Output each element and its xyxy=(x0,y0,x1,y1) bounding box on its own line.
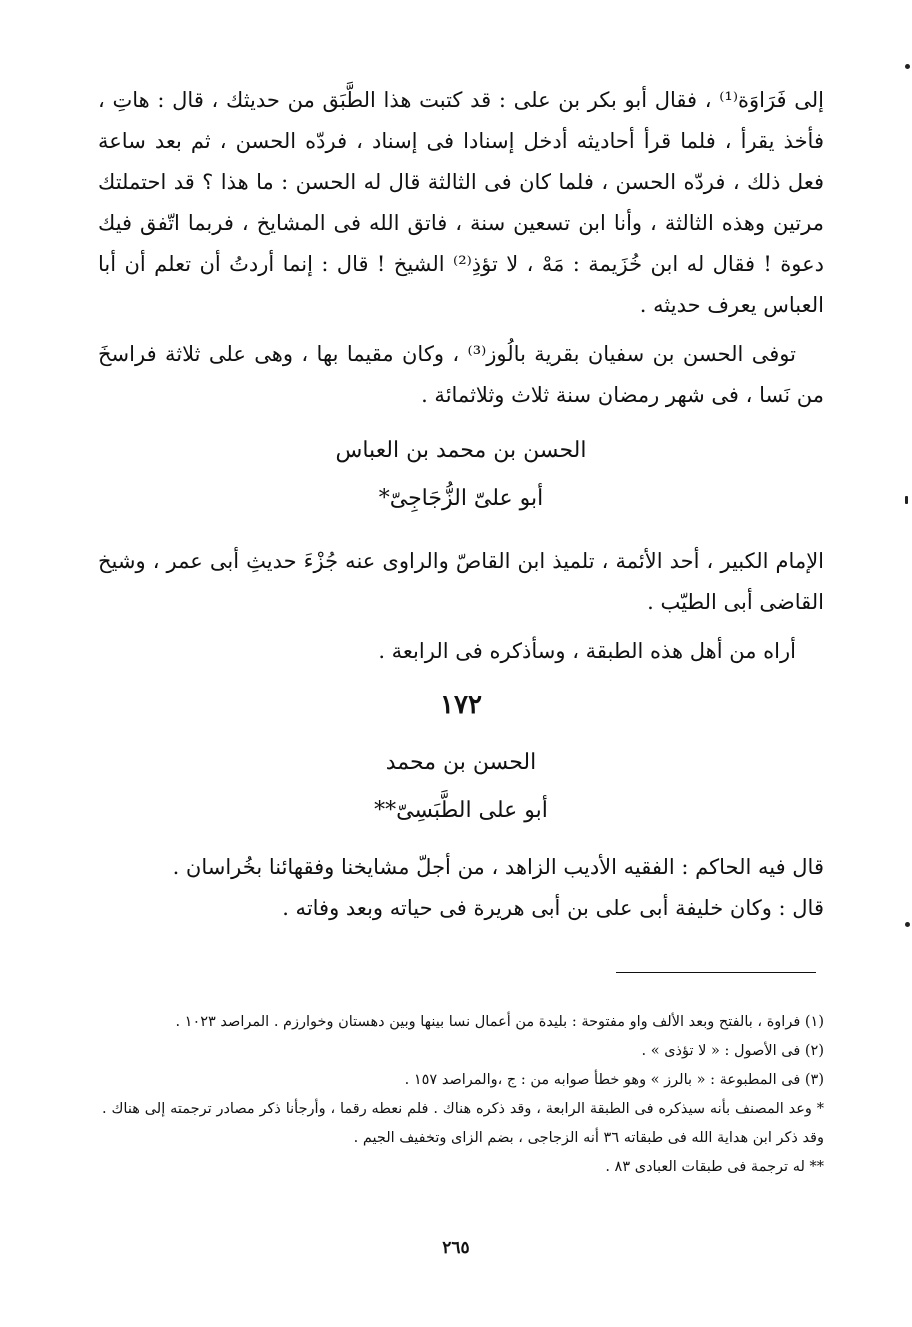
entry-kunya-heading: أبو على الطَّبَسِىّ** xyxy=(374,798,548,823)
scan-mark xyxy=(905,922,910,927)
paragraph-death-note: توفى الحسن بن سفيان بقرية بالُوز⁽³⁾ ، وكان مقيما بها ، وهى على ثلاثة فراسخَ من نَسا ، فى شهر رمضان سنة ثلاث وثلاثمائة . xyxy=(98,342,824,407)
entry-name-heading: الحسن بن محمد xyxy=(385,750,537,775)
entry-2-paragraph: قال : وكان خليفة أبى على بن أبى هريرة فى حياته وبعد وفاته . xyxy=(282,896,824,920)
footnote: (٣) فى المطبوعة : « بالرز » وهو خطأ صوابه من : ج ،والمراصد ١٥٧ . xyxy=(404,1072,824,1088)
entry-number: ١٧٢ xyxy=(440,690,482,720)
entry-2-paragraph: قال فيه الحاكم : الفقيه الأديب الزاهد ، من أجلّ مشايخنا وفقهائنا بخُراسان . xyxy=(172,855,824,879)
scan-mark xyxy=(905,496,908,504)
entry-2-body xyxy=(98,847,824,929)
footnote: (٢) فى الأصول : « لا تؤذى » . xyxy=(641,1043,824,1059)
paragraph-continuation: إلى فَرَاوَة⁽¹⁾ ، فقال أبو بكر بن على : قد كتبت هذا الطَّبَق من حديثك ، قال : هاتِ ، فأخذ يقرأ ، فلما قرأ أحاديثه أدخل إسنادا فى إسناد ، فردّه الحسن ، ثم بعد ساعة فعل ذلك ، فردّه الحسن ، فلما كان فى الثالثة قال له الحسن : ما هذا ؟ قد احتملتك مرتين وهذه الثالثة ، وأنا ابن تسعين سنة ، فاتق الله فى المشايخ ، فربما اتّفق فيك دعوة ! فقال له ابن خُزَيمة : مَهْ ، لا تؤذِ⁽²⁾ الشيخ ! قال : إنما أردتُ أن تعلم أن أبا العباس يعرف حديثه . xyxy=(98,88,824,317)
page-number: ٢٦٥ xyxy=(442,1238,470,1258)
entry-1-paragraph: أراه من أهل هذه الطبقة ، وسأذكره فى الرابعة . xyxy=(378,639,796,663)
footnote: * وعد المصنف بأنه سيذكره فى الطبقة الرابعة ، وقد ذكره هناك . فلم نعطه رقما ، وأرجأنا ذكر مصادر ترجمته إلى هناك . وقد ذكر ابن هداية الله فى طبقاته ٣٦ أنه الزجاجى ، بضم الزاى وتخفيف الجيم . xyxy=(102,1101,824,1146)
entry-kunya-heading: أبو علىّ الزُّجَاجِىّ* xyxy=(378,486,544,511)
footnote: ** له ترجمة فى طبقات العبادى ٨٣ . xyxy=(605,1159,824,1175)
footnote: (١) فراوة ، بالفتح وبعد الألف واو مفتوحة : بليدة من أعمال نسا بينها وبين دهستان وخوارزم . المراصد ١٠٢٣ . xyxy=(175,1014,824,1030)
scan-mark xyxy=(905,64,910,69)
footnotes xyxy=(102,1008,824,1182)
entry-name-heading: الحسن بن محمد بن العباس xyxy=(335,438,587,463)
entry-1-body xyxy=(98,541,824,672)
entry-1-paragraph: الإمام الكبير ، أحد الأئمة ، تلميذ ابن القاصّ والراوى عنه جُزْءَ حديثِ أبى عمر ، وشيخ القاضى أبى الطيّب . xyxy=(98,549,824,614)
main-text-top xyxy=(98,80,824,416)
footnote-divider xyxy=(616,972,816,973)
